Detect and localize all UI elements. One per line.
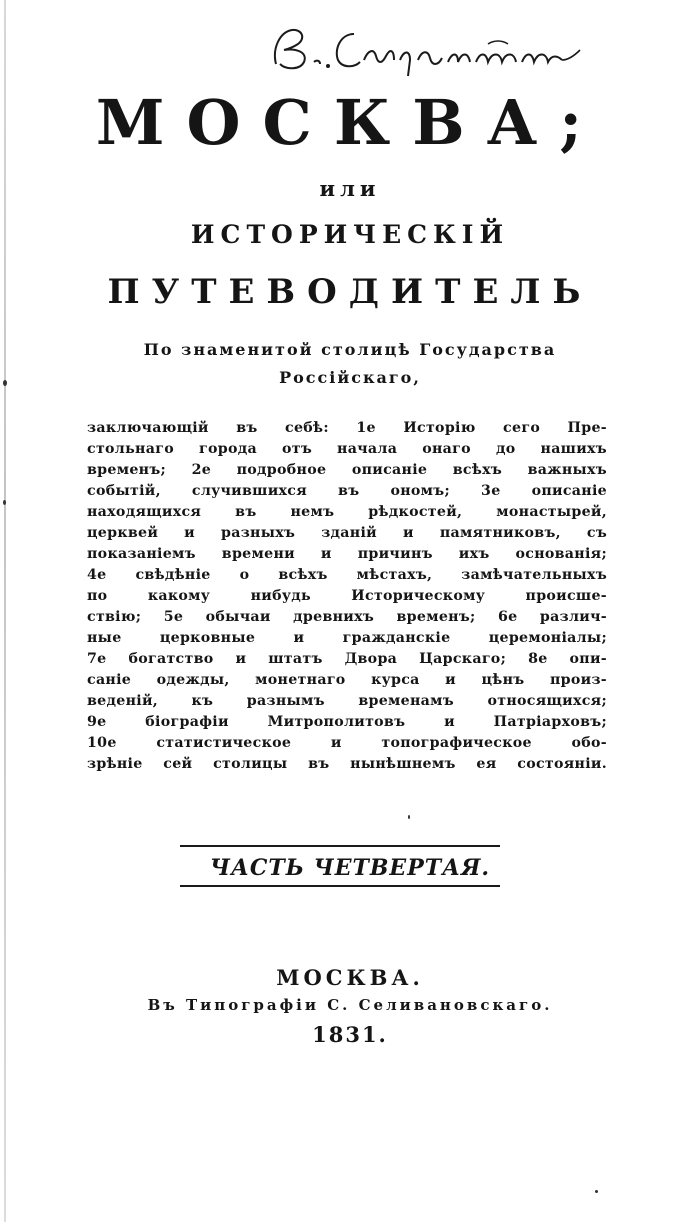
part-rule-bottom: [180, 885, 500, 887]
ink-speck: [3, 380, 7, 386]
subtitle-line-2: Россійскаго,: [279, 368, 421, 387]
title-noun: ПУТЕВОДИТЕЛЬ: [107, 272, 593, 312]
description-line: церквей и разныхъ зданій и памятниковъ, съ: [87, 525, 607, 541]
description-line: событій, случившихся въ ономъ; 3е описаніе: [87, 483, 607, 499]
book-title: МОСКВА;: [95, 86, 605, 159]
description-line: заключающій въ себѣ: 1е Исторію сего Пре-: [87, 420, 607, 436]
contents-description: [87, 418, 607, 775]
part-rule-top: [180, 845, 500, 847]
description-line: 4е свѣдѣніе о всѣхъ мѣстахъ, замѣчательныхъ: [87, 567, 607, 583]
description-line: 7е богатство и штатъ Двора Царскаго; 8е опи-: [87, 651, 607, 667]
page-edge-shadow: [4, 0, 6, 1222]
imprint-city: МОСКВА.: [276, 965, 424, 990]
imprint-year: 1831.: [312, 1022, 388, 1047]
description-line: ствію; 5е обычаи древнихъ временъ; 6е различ-: [87, 609, 607, 625]
description-line: саніе одежды, монетнаго курса и цѣнъ произ-: [87, 672, 607, 688]
title-adjective: ИСТОРИЧЕСКІЙ: [190, 220, 510, 249]
description-line: зрѣніе сей столицы въ нынѣшнемъ ея состояніи.: [87, 756, 607, 772]
subtitle-line-1: По знаменитой столицѣ Государства: [143, 340, 557, 359]
description-line: 10е статистическое и топографическое обо-: [87, 735, 607, 751]
description-line: веденій, къ разнымъ временамъ относящихся;: [87, 693, 607, 709]
ink-speck: [595, 1190, 598, 1193]
description-line: 9е біографіи Митрополитовъ и Патріарховъ;: [87, 714, 607, 730]
description-line: показаніемъ времени и причинъ ихъ основанія;: [87, 546, 607, 562]
description-line: ные церковные и гражданскіе церемоніалы;: [87, 630, 607, 646]
ink-speck: [3, 500, 6, 505]
ink-speck: [408, 815, 410, 819]
description-line: стольнаго города отъ начала онаго до нашихъ: [87, 441, 607, 457]
handwritten-signature: [262, 20, 592, 78]
description-line: находящихся въ немъ рѣдкостей, монастырей,: [87, 504, 607, 520]
title-conjunction: или: [319, 176, 381, 201]
part-heading: ЧАСТЬ ЧЕТВЕРТАЯ.: [209, 855, 491, 881]
signature-drawing: [262, 20, 592, 78]
imprint-press: Въ Типографіи С. Селивановскаго.: [147, 996, 553, 1014]
description-line: временъ; 2е подробное описаніе всѣхъ важныхъ: [87, 462, 607, 478]
description-line: по какому нибудь Историческому происше-: [87, 588, 607, 604]
